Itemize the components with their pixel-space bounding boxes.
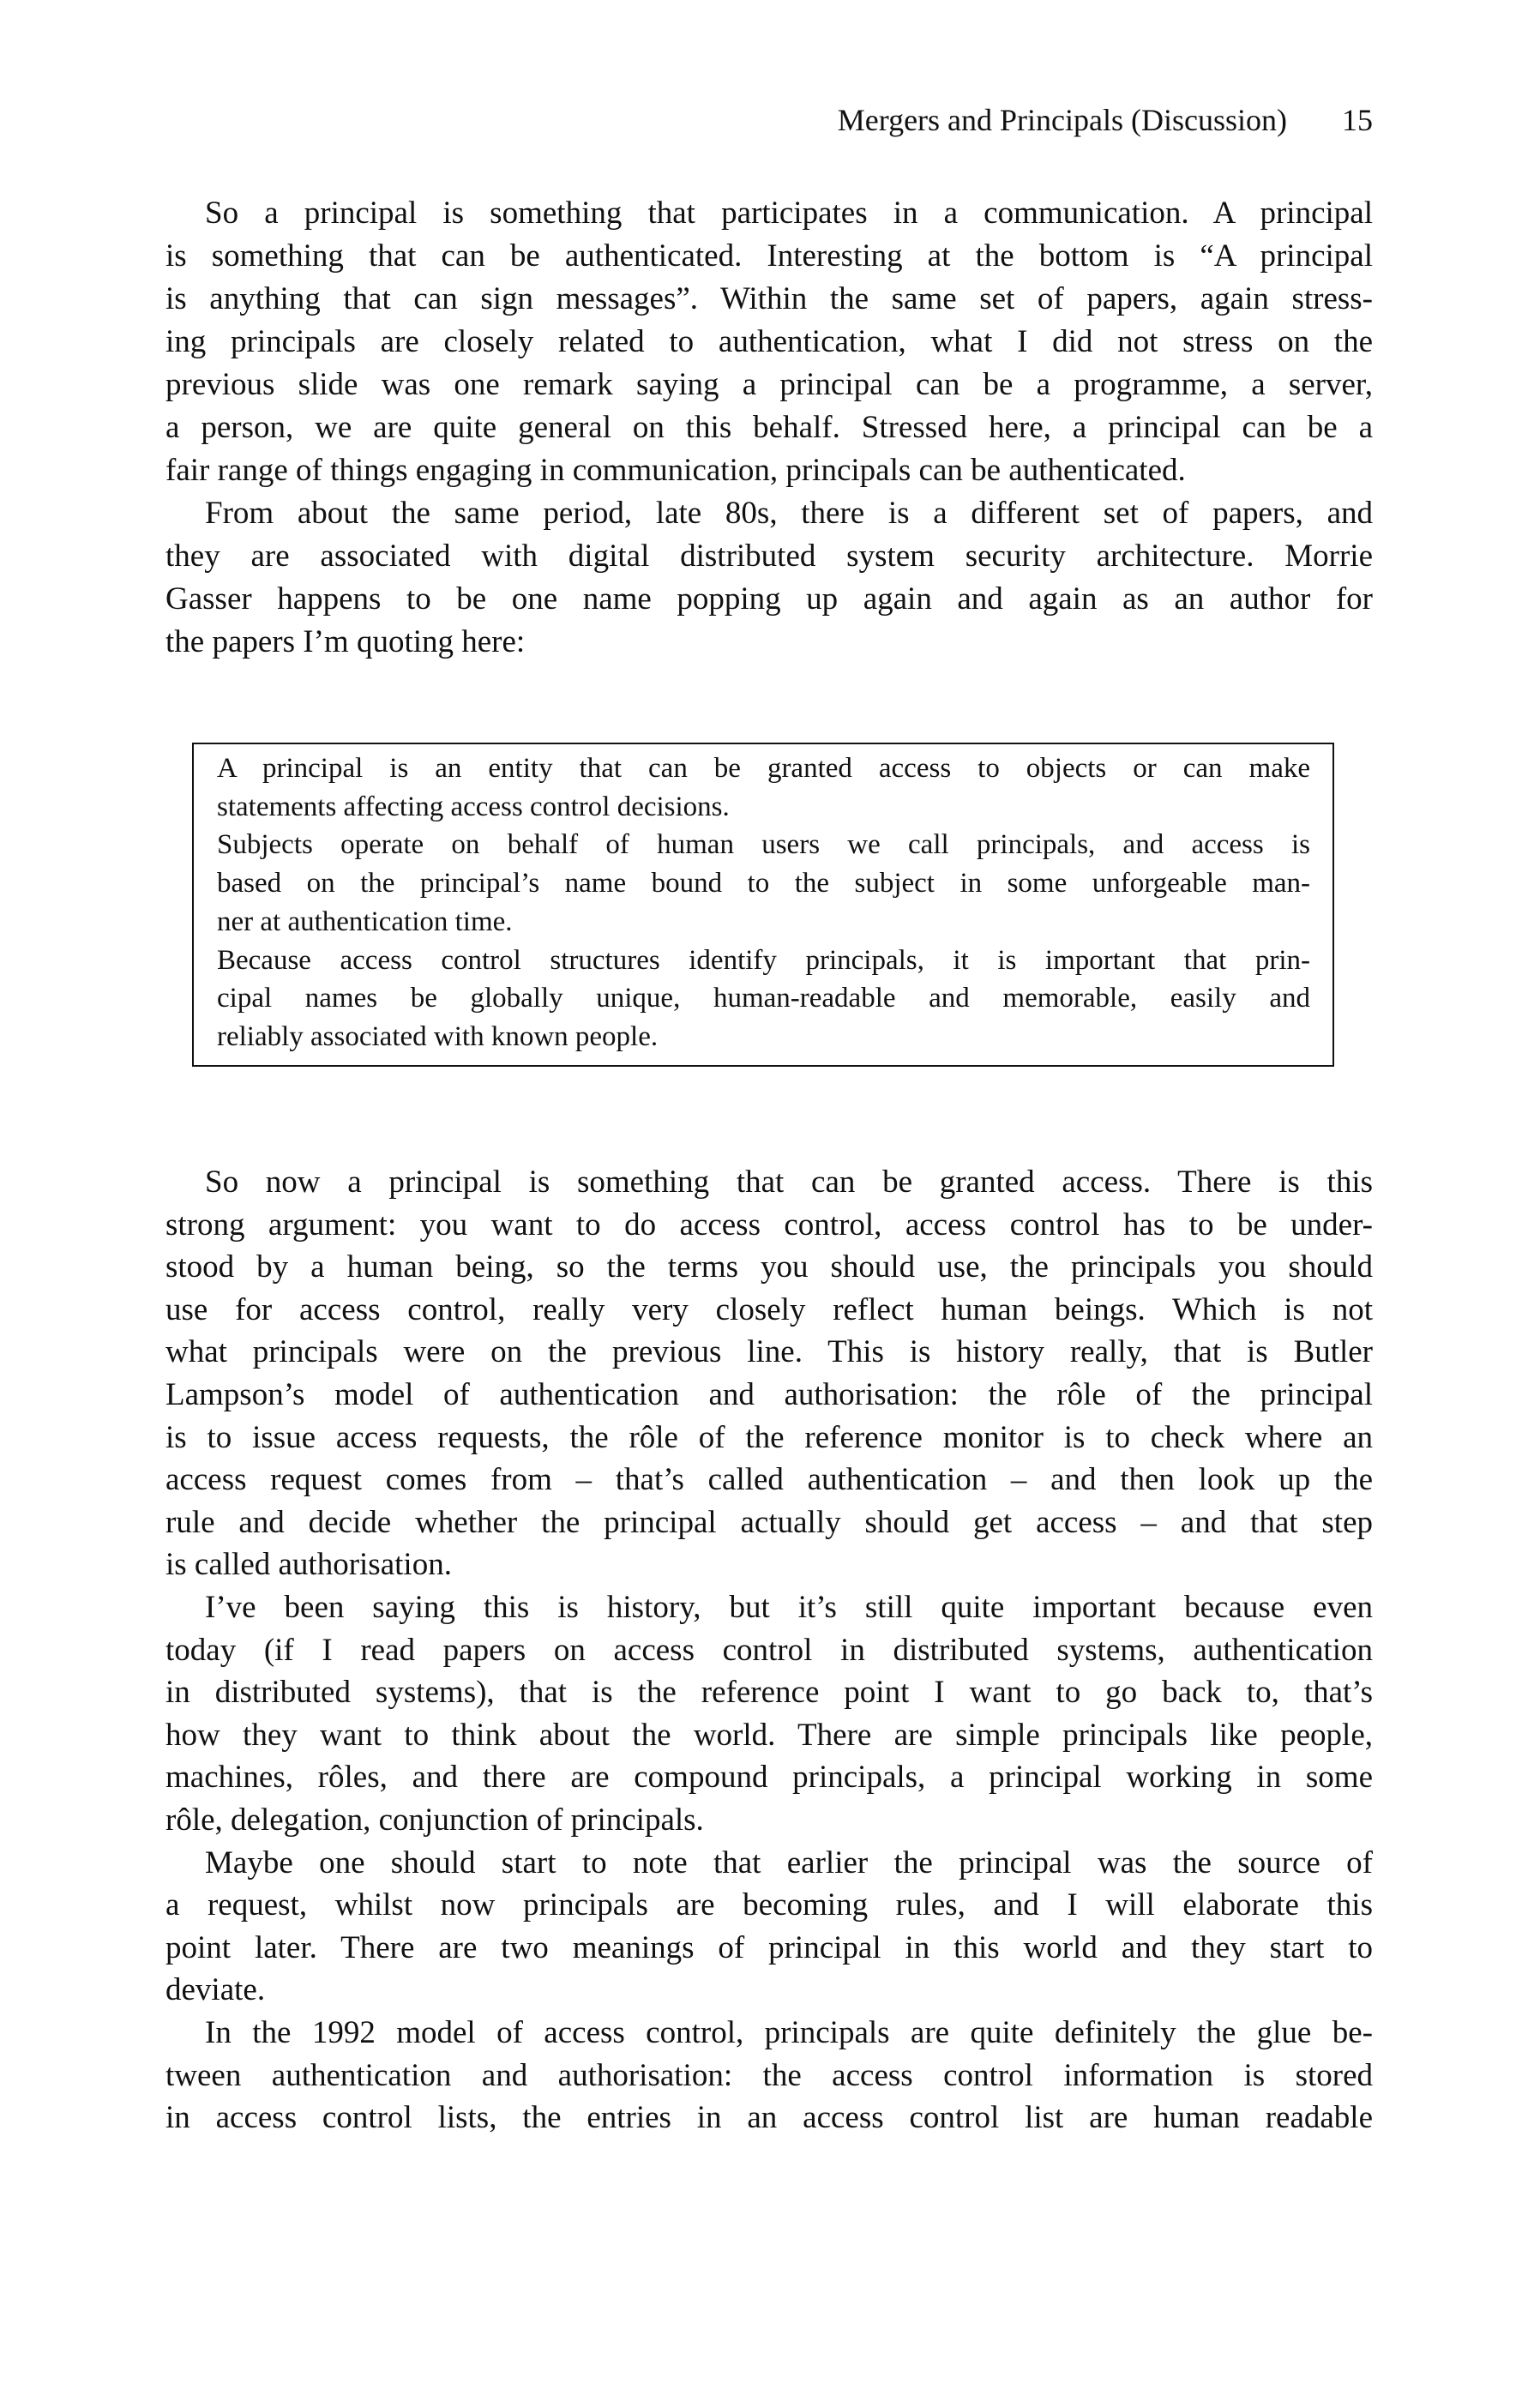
running-title: Mergers and Principals (Discussion) [837, 103, 1287, 137]
text-line: Lampson’s model of authentication and authorisation: the rôle of the principal [165, 1377, 1373, 1412]
text-line: is anything that can sign messages”. Within the same set of papers, again stress- [165, 281, 1373, 316]
text-line: deviate. [165, 1972, 266, 2008]
text-line: From about the same period, late 80s, there is a different set of papers, and [205, 496, 1373, 531]
quote-line: Because access control structures identify principals, it is important that prin- [217, 944, 1310, 976]
text-line: strong argument: you want to do access control, access control has to be under- [165, 1207, 1373, 1243]
quote-line: based on the principal’s name bound to the subject in some unforgeable man- [217, 868, 1310, 900]
text-line: So a principal is something that participates in a communication. A principal [205, 196, 1373, 231]
text-line: rôle, delegation, conjunction of principals. [165, 1802, 704, 1838]
text-line: in distributed systems), that is the reference point I want to go back to, that’s [165, 1675, 1373, 1711]
quote-line: cipal names be globally unique, human-readable and memorable, easily and [217, 983, 1310, 1014]
text-line: is to issue access requests, the rôle of the reference monitor is to check where an [165, 1419, 1373, 1455]
text-line: rule and decide whether the principal actually should get access – and that step [165, 1504, 1373, 1540]
text-line: today (if I read papers on access control in distributed systems, authentication [165, 1632, 1373, 1668]
text-line: is something that can be authenticated. Interesting at the bottom is “A principal [165, 238, 1373, 274]
quote-line: statements affecting access control decisions. [217, 791, 730, 822]
text-line: is called authorisation. [165, 1547, 452, 1583]
text-line: ing principals are closely related to authentication, what I did not stress on the [165, 324, 1373, 359]
text-line: Maybe one should start to note that earlier the principal was the source of [205, 1844, 1373, 1881]
text-line: tween authentication and authorisation: the access control information is stored [165, 2057, 1373, 2093]
quote-line: ner at authentication time. [217, 906, 513, 937]
text-line: use for access control, really very closely reflect human beings. Which is not [165, 1291, 1373, 1327]
text-line: I’ve been saying this is history, but it’s still quite important because even [205, 1590, 1373, 1625]
text-line: So now a principal is something that can be granted access. There is this [205, 1164, 1373, 1200]
page-number: 15 [1342, 103, 1373, 137]
text-line: what principals were on the previous line. This is history really, that is Butler [165, 1334, 1373, 1370]
text-line: a person, we are quite general on this behalf. Stressed here, a principal can be a [165, 410, 1373, 445]
text-line: machines, rôles, and there are compound principals, a principal working in some [165, 1760, 1373, 1796]
quote-line: reliably associated with known people. [217, 1020, 659, 1052]
text-line: how they want to think about the world. There are simple principals like people, [165, 1717, 1373, 1753]
text-line: the papers I’m quoting here: [165, 624, 526, 659]
text-line: access request comes from – that’s called authentication – and then look up the [165, 1462, 1373, 1498]
text-line: they are associated with digital distributed system security architecture. Morrie [165, 539, 1373, 574]
text-line: In the 1992 model of access control, principals are quite definitely the glue be- [205, 2015, 1373, 2050]
text-line: previous slide was one remark saying a principal can be a programme, a server, [165, 367, 1373, 402]
text-line: in access control lists, the entries in an access control list are human readable [165, 2100, 1373, 2136]
text-line: fair range of things engaging in communication, principals can be authenticated. [165, 453, 1186, 488]
text-line: stood by a human being, so the terms you should use, the principals you should [165, 1249, 1373, 1285]
quote-line: Subjects operate on behalf of human users we call principals, and access is [217, 829, 1310, 861]
text-line: Gasser happens to be one name popping up again and again as an author for [165, 581, 1373, 617]
quote-line: A principal is an entity that can be granted access to objects or can make [217, 753, 1310, 784]
text-line: point later. There are two meanings of principal in this world and they start to [165, 1929, 1373, 1965]
text-line: a request, whilst now principals are becoming rules, and I will elaborate this [165, 1887, 1373, 1923]
